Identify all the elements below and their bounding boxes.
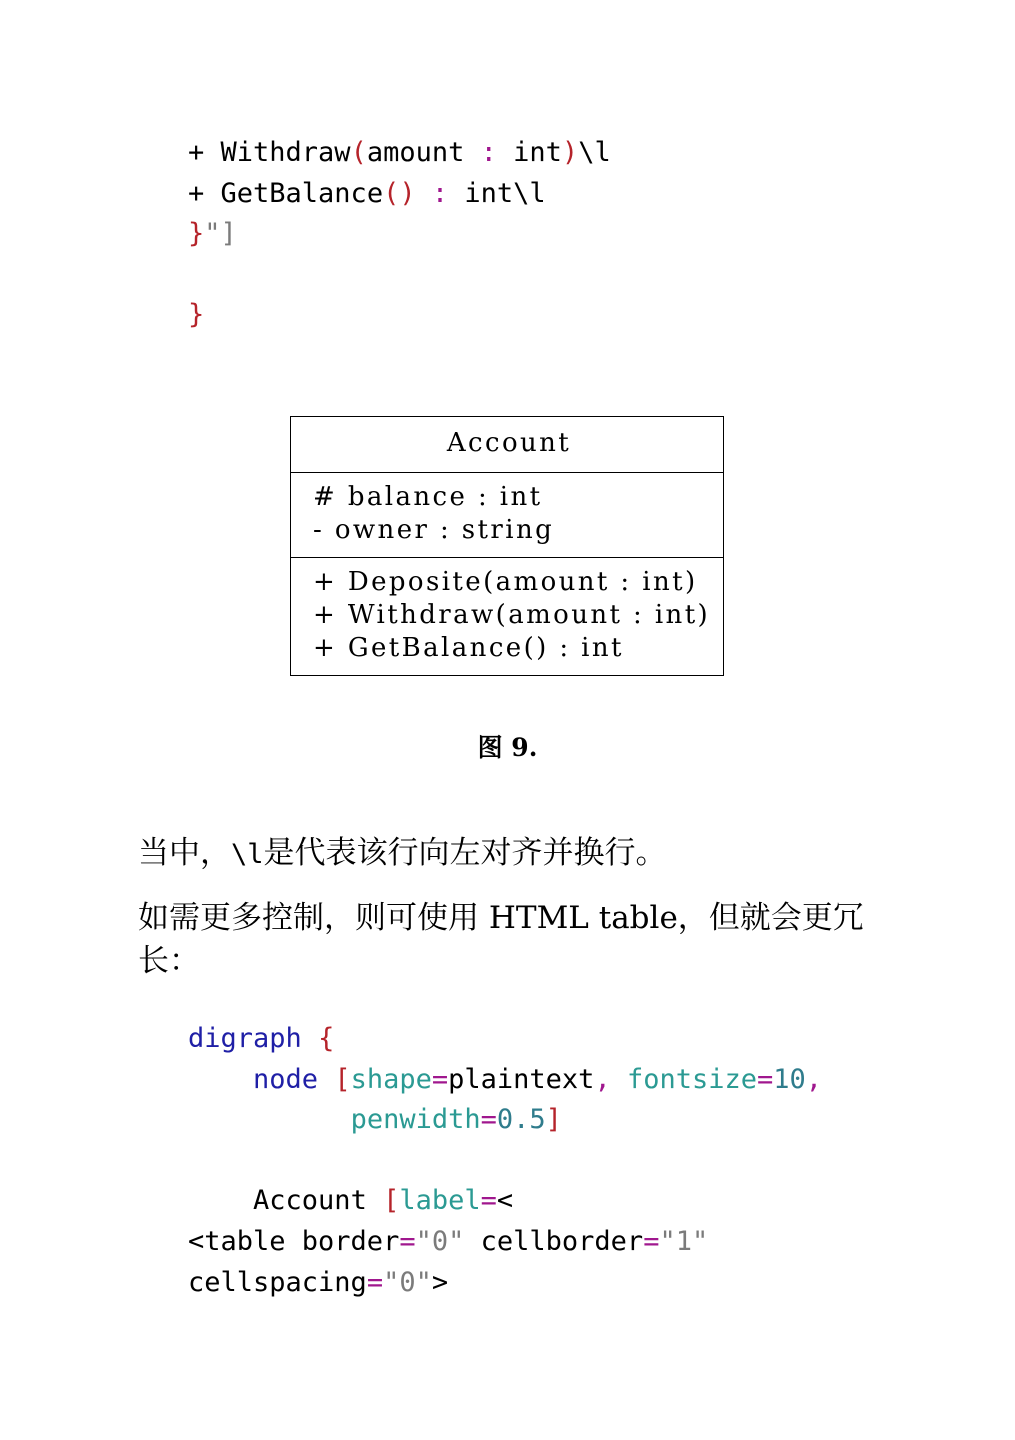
code-token: int\l [448, 177, 546, 209]
code-line [188, 299, 204, 330]
code-token: [ [334, 1063, 351, 1095]
code-token: ) [561, 137, 579, 168]
code-line [188, 1267, 448, 1298]
code-token: } [188, 299, 205, 331]
code-token: Withdraw [220, 137, 351, 168]
code-token: Account [253, 1185, 367, 1217]
code-token: cellspacing [188, 1266, 367, 1298]
code-token: ] [220, 218, 237, 250]
code-token: " [204, 218, 221, 250]
code-token: + [188, 137, 221, 168]
code-token: "0" [383, 1266, 432, 1298]
uml-attribute: - owner : string [313, 515, 555, 545]
code-token: { [318, 1023, 335, 1054]
code-line [188, 1064, 822, 1095]
code-token: label [399, 1185, 481, 1217]
uml-attribute: # balance : int [313, 482, 543, 512]
code-token [188, 1185, 253, 1216]
uml-methods [291, 557, 723, 675]
code-token: : [480, 137, 497, 168]
code-line [188, 1226, 708, 1257]
code-token: plaintext [448, 1063, 595, 1095]
code-token: = [480, 1185, 497, 1217]
code-token: "1" [659, 1225, 709, 1257]
code-token: = [757, 1063, 774, 1095]
code-token: "0" [415, 1225, 465, 1257]
uml-class-diagram [290, 416, 724, 676]
code-token [367, 1185, 383, 1216]
code-token: [ [383, 1185, 400, 1217]
code-token: node [253, 1063, 319, 1095]
code-token: 10 [773, 1063, 806, 1095]
uml-attributes [291, 472, 723, 557]
code-token: , [805, 1063, 823, 1095]
code-token: = [431, 1063, 449, 1095]
code-block-bottom [188, 1019, 822, 1303]
code-token: < [496, 1185, 514, 1217]
code-token [302, 1023, 318, 1054]
code-token: () [383, 177, 416, 209]
code-block-top [188, 133, 611, 336]
code-line [188, 1185, 513, 1216]
code-token: GetBalance [220, 177, 384, 209]
code-token: = [643, 1225, 660, 1257]
code-line [188, 137, 611, 168]
code-token: penwidth [350, 1104, 481, 1136]
figure-caption: 图 9. [477, 733, 538, 762]
code-token: amount [366, 137, 481, 168]
paragraph-text: 当中， [138, 835, 231, 871]
code-line [188, 218, 237, 249]
uml-class-name: Account [446, 428, 572, 458]
code-token [188, 1064, 253, 1095]
uml-method: + Deposite(amount : int) [313, 567, 698, 597]
code-token: ( [350, 137, 367, 168]
paragraph-text: 是代表该行向左对齐并换行。 [263, 835, 667, 871]
code-token: > [431, 1266, 449, 1298]
code-token: int [496, 137, 562, 168]
uml-method: + Withdraw(amount : int) [313, 600, 711, 630]
code-token [416, 178, 432, 209]
code-token: = [366, 1266, 384, 1298]
code-token: digraph [188, 1023, 302, 1054]
code-line [188, 1104, 562, 1135]
paragraph-2: 如需更多控制，则可使用 HTML table，但就会更冗长： [138, 900, 864, 979]
code-token: } [188, 218, 205, 250]
code-token: = [480, 1104, 497, 1136]
code-token: , [594, 1063, 627, 1095]
paragraph-1 [138, 832, 898, 876]
inline-code: \l [231, 839, 264, 870]
code-token: = [399, 1225, 416, 1257]
code-token: \l [578, 137, 611, 168]
code-token: + [188, 177, 221, 209]
code-token: 0.5 [496, 1104, 546, 1136]
code-token: cellborder [464, 1225, 644, 1257]
code-token: shape [350, 1063, 432, 1095]
code-line [188, 1023, 334, 1054]
code-token: : [431, 177, 449, 209]
uml-method: + GetBalance() : int [313, 633, 624, 663]
code-token [188, 1104, 351, 1135]
code-token: <table border [188, 1225, 400, 1257]
code-line [188, 178, 546, 209]
code-token: fontsize [626, 1063, 758, 1095]
code-token: ] [545, 1104, 562, 1136]
code-token [318, 1064, 334, 1095]
